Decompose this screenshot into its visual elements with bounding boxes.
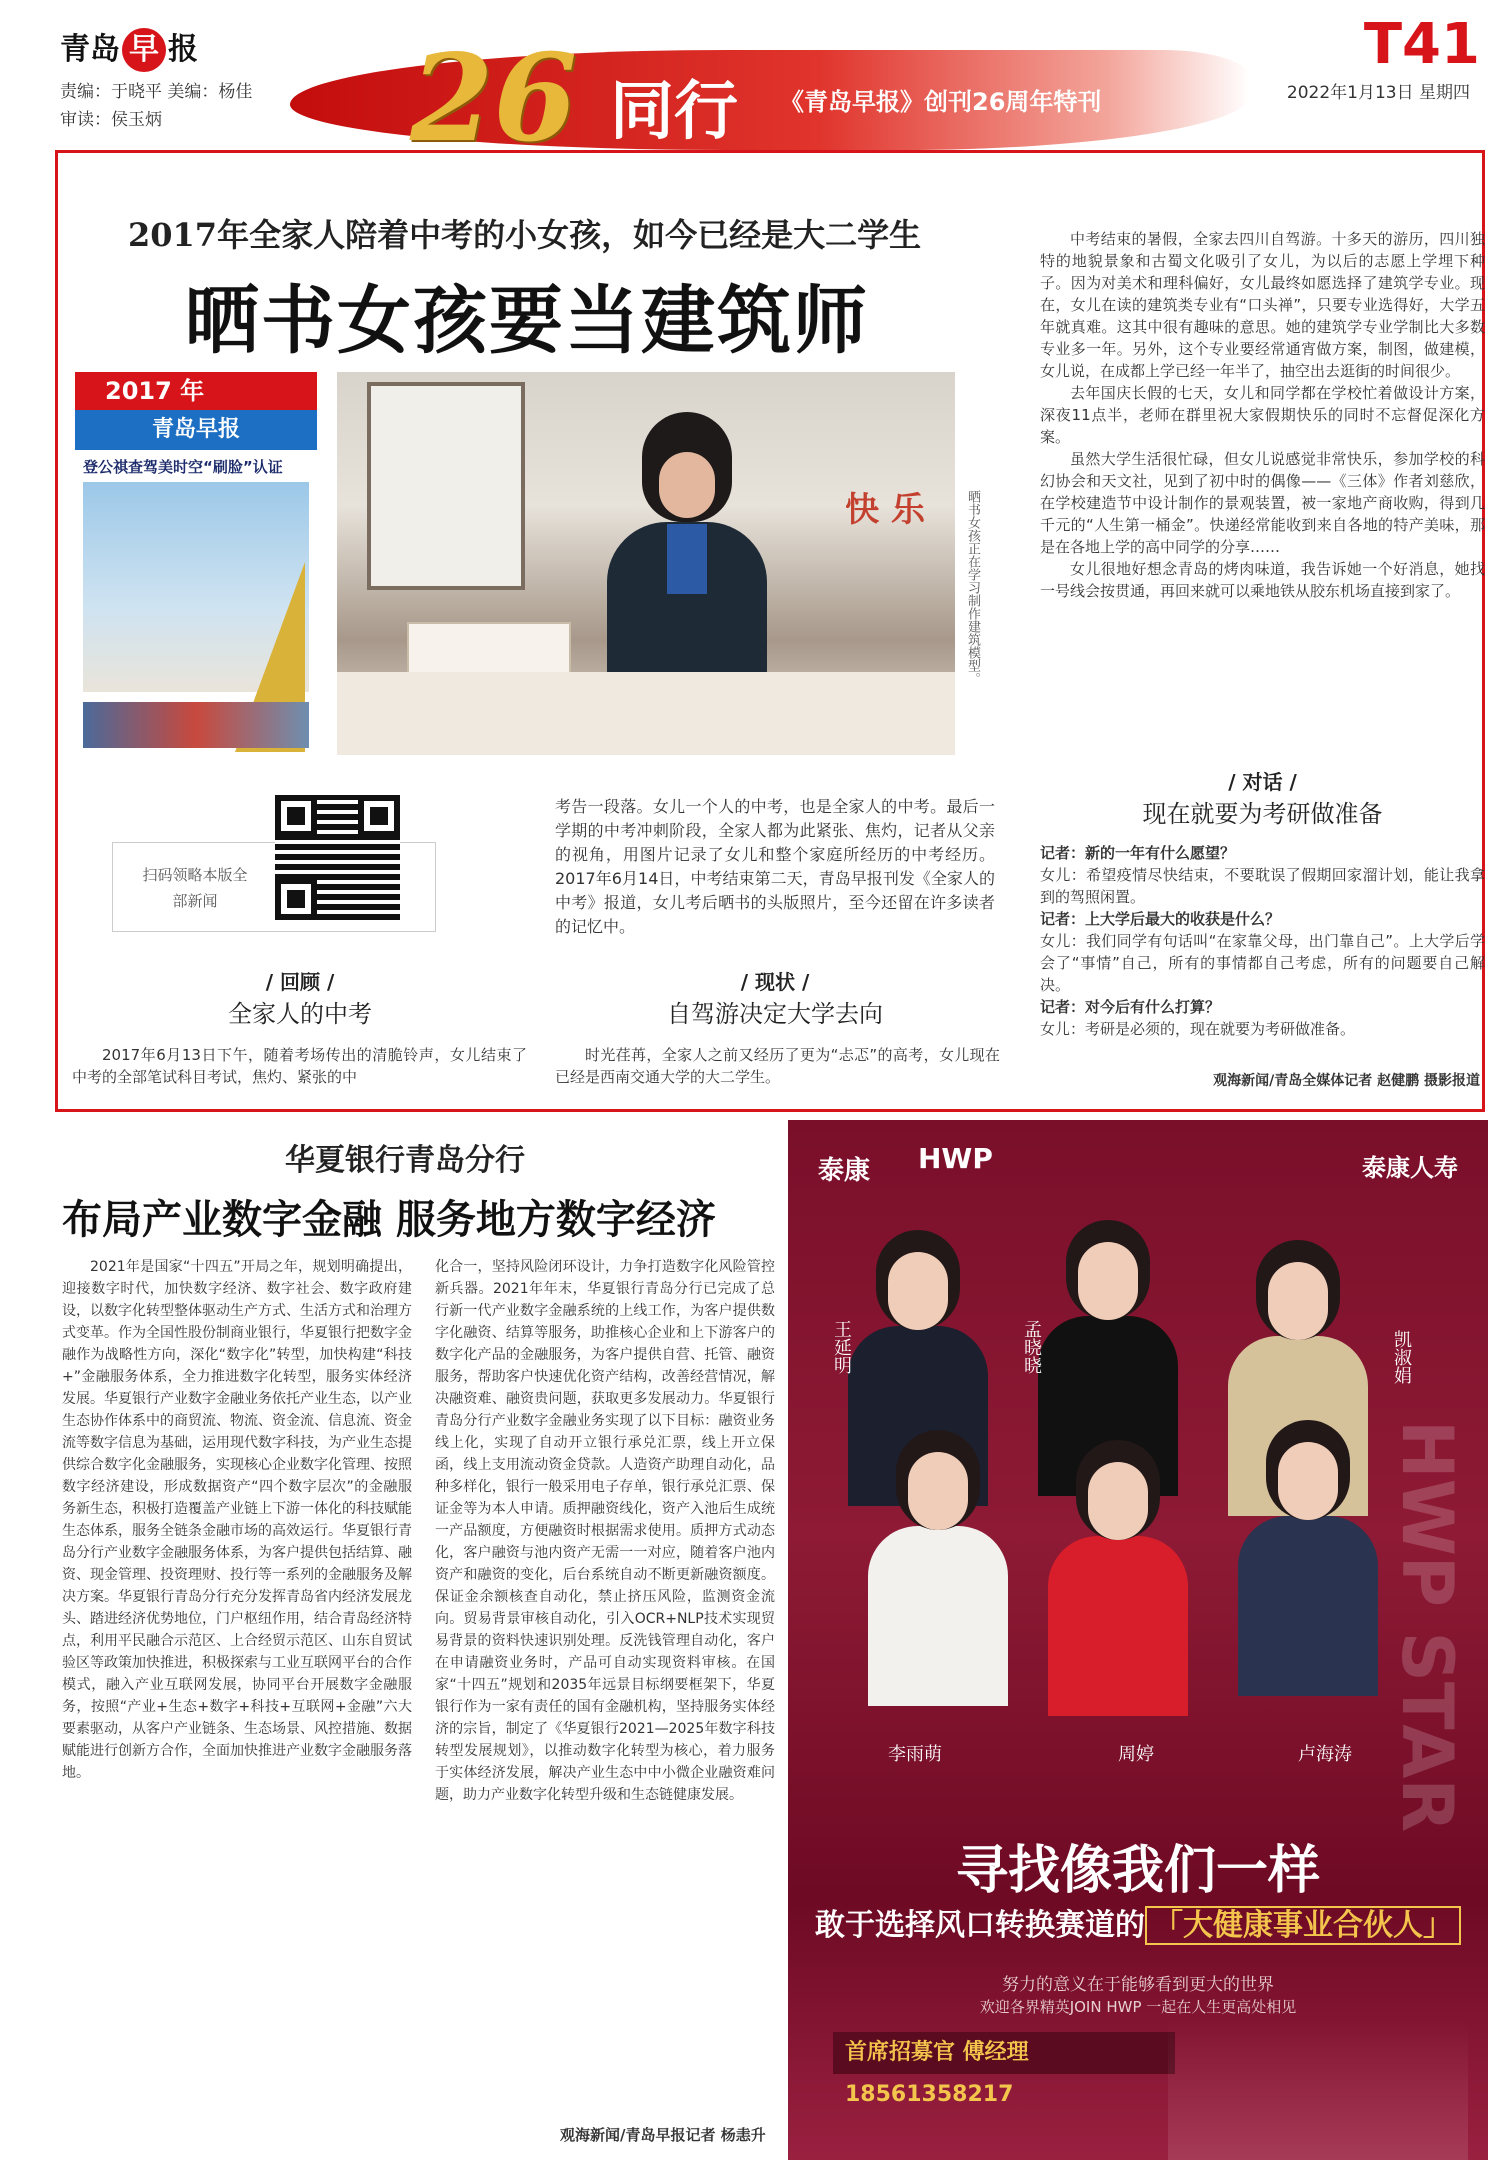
issue-date: 2022年1月13日 星期四: [1286, 83, 1470, 103]
photo-window: [367, 382, 525, 590]
qa-block: [1040, 842, 1485, 1040]
ad-slogan-highlight: 「大健康事业合伙人」: [1145, 1906, 1461, 1945]
section-title-status: 自驾游决定大学去向: [667, 1000, 883, 1028]
ad-brand-right: 泰康人寿: [1362, 1154, 1458, 1182]
photo-caption: 晒书女孩正在学习制作建筑模型。: [965, 490, 980, 685]
ad-person-name: 卢海涛: [1298, 1744, 1352, 1765]
section-title-dialogue: 现在就要为考研做准备: [1142, 800, 1383, 828]
ad-tagline: 努力的意义在于能够看到更大的世界: [1002, 1975, 1274, 1995]
archive-front-page-thumbnail: [75, 372, 317, 754]
city-skyline-graphic: [1168, 2020, 1468, 2160]
qr-code[interactable]: [275, 795, 400, 920]
ad-slogan: 寻找像我们一样: [955, 1840, 1320, 1901]
qa-question: 记者：上大学后最大的收获是什么？: [1040, 910, 1281, 928]
recruitment-ad: [788, 1120, 1488, 2160]
feature-headline: 晒书女孩要当建筑师: [185, 278, 869, 364]
bank-article-col1: 2021年是国家“十四五”开局之年，规划明确提出，迎接数字时代，加快数字经济、数字社会、数字政府建设，以数字化转型整体驱动生产方式、生活方式和治理方式变革。作为全国性股份制商业银行，华夏银行把数字金融作为战略性方向，深化“数字化”转型，加快构建“科技+”金融服务体系，全力推进数字化转型，服务实体经济发展。华夏银行产业数字金融业务依托产业生态，以产业生态协作体系中的商贸流、物流、资金流、信息流、资金流等数字信息为基础，运用现代数字科技，为产业生态提供综合数字化金融服务，实现核心企业数字化管理、按照数字经济建设，形成数据资产“四个数字层次”的金融服务新生态，积极打造覆盖产业链上下游一体化的科技赋能生态体系，服务全链条金融市场的高效运行。华夏银行青岛分行产业数字金融服务体系，为客户提供包括结算、融资、现金管理、投资理财、投行等一系列的金融服务及解决方案。华夏银行青岛分行充分发挥青岛省内经济发展龙头、踏进经济优势地位，门户枢纽作用，结合青岛经济特点，利用平民融合示范区、上合经贸示范区、山东自贸试验区等政策加快推进，积极探索与工业互联网平台的合作模式，融入产业互联网发展，协同平台开展数字金融服务，按照“产业+生态+数字+科技+互联网+金融”六大要素驱动，从客户产业链条、生态场景、风控措施、数据赋能进行创新方合作，全面加快推进产业数字金融服务落地。: [62, 1259, 412, 1781]
ad-side-text: HWP STAR: [1386, 1420, 1468, 1833]
bank-article-org: 华夏银行青岛分行: [285, 1143, 525, 1178]
qa-answer: 女儿：希望疫情尽快结束，不要耽误了假期回家溜计划，能让我拿到的驾照闲置。: [1040, 866, 1485, 906]
thumb-logo: 青岛早报: [75, 410, 317, 450]
student-figure: [607, 412, 757, 712]
mid-column-text: 考告一段落。女儿一个人的中考，也是全家人的中考。最后一学期的中考冲刺阶段，全家人都为此紧张、焦灼，记者从父亲的视角，用图片记录了女儿和整个家庭所经历的中考经历。2017年6月14日，中考结束第二天，青岛早报刊发《全家人的中考》报道，女儿考后晒书的头版照片，至今还留在许多读者的记忆中。: [555, 797, 995, 936]
section-mark-status: / 现状 /: [740, 970, 810, 994]
bank-article-col2: 化合一，坚持风险闭环设计，力争打造数字化风险管控新兵器。2021年年末，华夏银行青岛分行已完成了总行新一代产业数字金融系统的上线工作，为客户提供数字化融资、结算等服务，助推核心企业和上下游客户的数字化产品的金融服务，为客户提供自营、托管、融资服务，帮助客户快速优化资产结构，改善经营情况，解决融资难、融资贵问题，获取更多发展动力。华夏银行青岛分行产业数字金融业务实现了以下目标：融资业务线上化，实现了自动开立银行承兑汇票，线上开立保函，线上支用流动资金贷款。人造资产助理自动化，品种多样化，银行一般采用电子存单，银行承兑汇票、保证金等为本人申请。质押融资线化，资产入池后生成统一产品额度，方便融资时根据需求使用。质押方式动态化，客户融资与池内资产无需一一对应，随着客户池内资产和融资的变化，后台系统自动不断更新融资额度。保证金余额核查自动化，禁止挤压风险，监测资金流向。贸易背景审核自动化，引入OCR+NLP技术实现贸易背景的资料快速识别处理。反洗钱管理自动化，客户在申请融资业务时，产品可自动实现资料审核。在国家“十四五”规划和2035年远景目标纲要框架下，华夏银行作为一家有责任的国有金融机构，坚持服务实体经济的宗旨，制定了《华夏银行2021—2025年数字科技转型发展规划》，以推动数字化转型为核心，着力服务于实体经济发展，解决产业生态中中小微企业融资难问题，助力产业数字化转型升级和生态链健康发展。: [435, 1259, 775, 1803]
photo-sign: 快 乐: [845, 490, 925, 530]
ad-person-name: 李雨萌: [888, 1744, 942, 1765]
main-photo: [337, 372, 955, 755]
ad-tagline-2: 欢迎各界精英JOIN HWP 一起在人生更高处相见: [979, 1998, 1297, 2016]
staff-line: 审读：侯玉炳: [60, 110, 162, 130]
qa-answer: 女儿：考研是必须的，现在就要为考研做准备。: [1040, 1020, 1356, 1038]
ad-recruit-contact[interactable]: 首席招募官 傅经理 18561358217: [833, 2032, 1175, 2074]
anniversary-number: 26: [410, 28, 577, 169]
paragraph: 虽然大学生活很忙碌，但女儿说感觉非常快乐，参加学校的科幻协会和天文社，见到了初中时的偶像——《三体》作者刘慈欣，在学校建造节中设计制作的景观装置，被一家地产商收购，得到几千元的“人生第一桶金”。快递经常能收到来自各地的特产美味，那是在各地上学的高中同学的分享……: [1040, 450, 1485, 556]
page-number: T41: [1363, 12, 1480, 77]
section-mark-dialogue: / 对话 /: [1228, 770, 1297, 794]
qr-label: 扫码领略本版全部新闻: [142, 866, 248, 910]
paragraph: 中考结束的暑假，全家去四川自驾游。十多天的游历，四川独特的地貌景象和古蜀文化吸引了女儿，为以后的志愿上学埋下种子。因为对美术和理科偏好，女儿最终如愿选择了建筑学专业。现在，女儿在读的建筑类专业有“口头禅”，只要专业选得好，大学五年就真难。这其中很有趣味的意思。她的建筑学专业学制比大多数专业多一年。另外，这个专业要经常通宵做方案，制图，做建模，女儿说，在成都上学已经一年半了，抽空出去逛街的时间很少。: [1040, 230, 1485, 380]
section-title-review: 全家人的中考: [228, 1000, 372, 1028]
staff-credits: [60, 78, 252, 134]
paragraph: 去年国庆长假的七天，女儿和同学都在学校忙着做设计方案，深夜11点半，老师在群里祝大家假期快乐的同时不忘督促深化方案。: [1040, 384, 1485, 446]
thumb-headline: 登公祺查驾美时空“刷脸”认证: [83, 458, 283, 476]
newspaper-brand: 青岛 早 报: [60, 24, 198, 72]
review-text: 2017年6月13日下午，随着考场传出的清脆铃声，女儿结束了中考的全部笔试科目考试，焦灼、紧张的中: [72, 1046, 527, 1086]
ad-person-name: 凯淑娟: [1391, 1330, 1412, 1384]
staff-line: 责编：于晓平 美编：杨佳: [60, 82, 253, 102]
ad-person-name: 王延明: [831, 1320, 852, 1374]
status-text: 时光荏苒，全家人之前又经历了更为“忐忑”的高考，女儿现在已经是西南交通大学的大二学生。: [555, 1046, 1000, 1086]
qa-answer: 女儿：我们同学有句话叫“在家靠父母，出门靠自己”。上大学后学会了“事情”自己，所有的事情都自己考虑，所有的问题要自己解决。: [1040, 932, 1485, 994]
ad-slogan-2: [788, 1900, 1488, 1944]
qa-question: 记者：对今后有什么打算？: [1040, 998, 1221, 1016]
section-mark-review: / 回顾 /: [265, 970, 335, 994]
ad-person-name: 周婷: [1118, 1744, 1154, 1765]
thumb-year: 2017 年: [75, 372, 317, 410]
thumb-bottom-strip: [83, 702, 309, 748]
work-table: [337, 672, 955, 755]
ad-brand-left: 泰康: [818, 1156, 871, 1186]
feature-kicker: 2017年全家人陪着中考的小女孩，如今已经是大二学生: [128, 216, 922, 254]
ad-slogan-2-prefix: 敢于选择风口转换赛道的: [815, 1908, 1145, 1943]
feature-byline: 观海新闻/青岛全媒体记者 赵健鹏 摄影报道: [1213, 1073, 1480, 1089]
bank-article-headline: 布局产业数字金融 服务地方数字经济: [62, 1197, 716, 1243]
anniversary-caption: 《青岛早报》创刊26周年特刊: [780, 88, 1102, 116]
anniversary-word: 同行: [610, 74, 738, 149]
right-column-text: [1040, 228, 1485, 602]
ad-brand-mid: HWP: [918, 1142, 993, 1175]
paragraph: 女儿很地好想念青岛的烤肉味道，我告诉她一个好消息，她找一号线会按贯通，再回来就可以乘地铁从胶东机场直接到家了。: [1040, 560, 1485, 600]
bank-article-byline: 观海新闻/青岛早报记者 杨恚升: [560, 2126, 766, 2144]
ad-person-name: 孟晓晓: [1021, 1320, 1042, 1374]
qa-question: 记者：新的一年有什么愿望？: [1040, 844, 1236, 862]
